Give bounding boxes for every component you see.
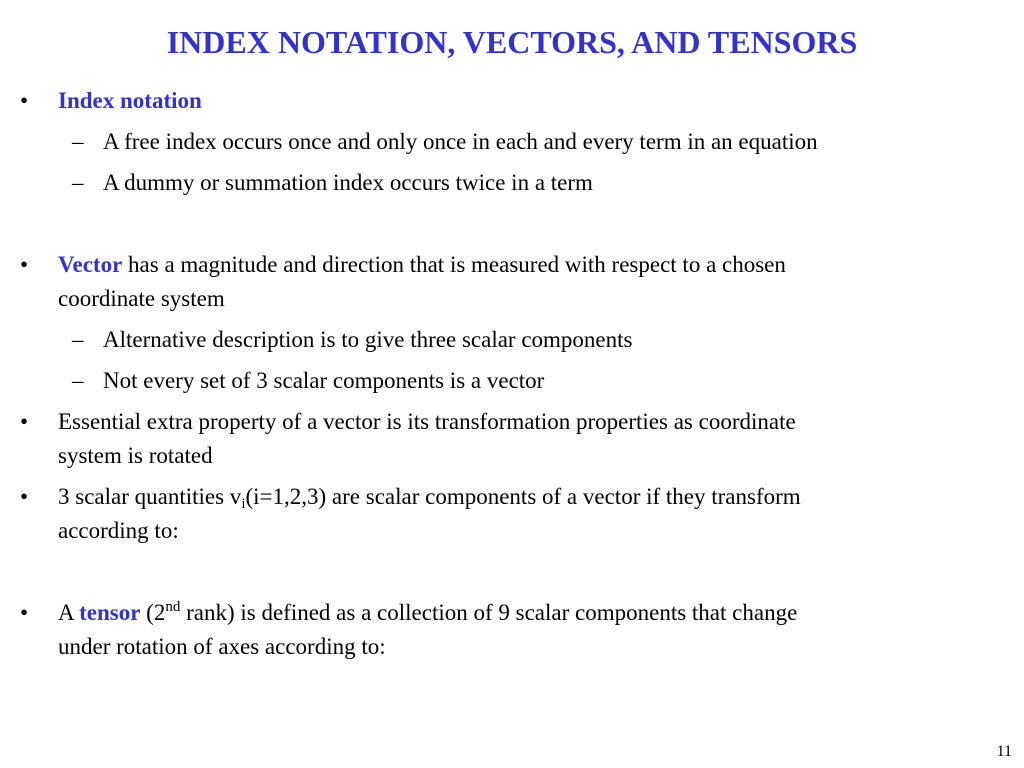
tensor-pre: A xyxy=(58,600,80,625)
bullet-icon: • xyxy=(20,252,29,277)
bullet-tensor-line1 xyxy=(58,595,797,631)
bullet-scalar-quantities-line2: according to: xyxy=(58,518,179,543)
bullet-index-notation-heading: Index notation xyxy=(58,88,202,113)
subscript-i: i xyxy=(241,496,246,512)
page-number: 11 xyxy=(996,743,1012,760)
dash-icon: – xyxy=(72,170,84,195)
tensor-mid: (2 xyxy=(140,600,166,625)
tensor-post: rank) is defined as a collection of 9 scalar components that change xyxy=(180,600,798,625)
scalar-quantities-pre: 3 scalar quantities v xyxy=(58,484,242,509)
bullet-icon: • xyxy=(20,600,29,625)
sub-bullet-alternative-description: Alternative description is to give three scalar components xyxy=(103,327,633,352)
bullet-icon: • xyxy=(20,484,29,509)
bullet-transformation-line1: Essential extra property of a vector is its transformation properties as coordinate xyxy=(58,409,796,434)
slide-title: INDEX NOTATION, VECTORS, AND TENSORS xyxy=(166,24,858,60)
dash-icon: – xyxy=(72,129,84,154)
superscript-nd: nd xyxy=(165,599,181,615)
vector-description: has a magnitude and direction that is measured with respect to a chosen xyxy=(122,252,786,277)
bullet-icon: • xyxy=(20,409,29,434)
bullet-vector-line1 xyxy=(58,247,786,283)
bullet-scalar-quantities-line1 xyxy=(58,479,801,515)
tensor-keyword: tensor xyxy=(79,600,141,625)
vector-keyword: Vector xyxy=(58,252,123,277)
bullet-icon: • xyxy=(20,88,29,113)
scalar-quantities-post: (i=1,2,3) are scalar components of a vector if they transform xyxy=(245,484,801,509)
bullet-transformation-line2: system is rotated xyxy=(58,443,213,468)
sub-bullet-dummy-index: A dummy or summation index occurs twice in a term xyxy=(103,170,593,195)
dash-icon: – xyxy=(72,327,84,352)
dash-icon: – xyxy=(72,368,84,393)
sub-bullet-not-every-set: Not every set of 3 scalar components is a vector xyxy=(103,368,545,393)
bullet-tensor-line2: under rotation of axes according to: xyxy=(58,634,386,659)
sub-bullet-free-index: A free index occurs once and only once in each and every term in an equation xyxy=(103,129,818,154)
bullet-vector-line2: coordinate system xyxy=(58,286,225,311)
